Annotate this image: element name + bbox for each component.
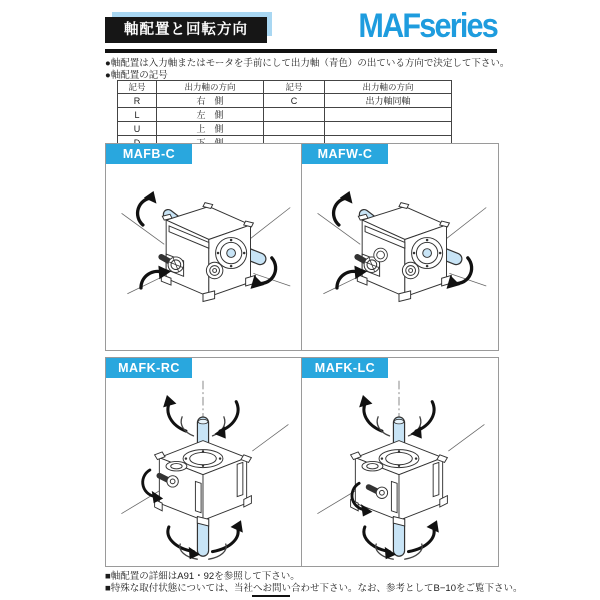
panel-label: MAFB-C: [106, 144, 192, 164]
page-title-block: [105, 12, 280, 46]
cell-direction: 左 側: [157, 108, 264, 122]
panel-label: MAFK-LC: [302, 358, 388, 378]
gearbox-isometric-drawing: [304, 163, 494, 347]
header-rule: [105, 49, 497, 53]
panel-row-bottom: [105, 357, 499, 567]
cell-symbol: [264, 122, 325, 136]
panel-label: MAFW-C: [302, 144, 388, 164]
col-header-direction2: 出力軸の方向: [325, 81, 452, 94]
cell-direction: 上 側: [157, 122, 264, 136]
cell-direction: 右 側: [157, 94, 264, 108]
cell-direction: 出力軸同軸: [325, 94, 452, 108]
col-header-symbol: 記号: [118, 81, 157, 94]
cell-direction: [325, 108, 452, 122]
gearbox-isometric-drawing: [108, 163, 298, 347]
cell-direction: [325, 122, 452, 136]
table-row: [118, 122, 452, 136]
series-logo: MAFseries: [358, 7, 497, 45]
panel-row-top: [105, 143, 499, 351]
gearbox-isometric-drawing: [108, 377, 298, 563]
note-symbols: ●軸配置の記号: [105, 70, 168, 81]
cell-symbol: R: [118, 94, 157, 108]
table-header-row: [118, 81, 452, 94]
table-row: [118, 108, 452, 122]
panel-mafb-c: [106, 144, 301, 350]
cell-symbol: L: [118, 108, 157, 122]
panel-mafk-rc: [106, 358, 301, 566]
motor-flange-detail: [374, 248, 388, 262]
panel-mafw-c: [301, 144, 498, 350]
panel-mafk-lc: [301, 358, 498, 566]
gearbox-isometric-drawing: [304, 377, 494, 563]
panel-label: MAFK-RC: [106, 358, 192, 378]
footer-note-special: ■特殊な取付状態については、当社へお問い合わせ下さい。なお、参考としてB−10をご覧下さい。: [105, 583, 523, 594]
table-row: [118, 94, 452, 108]
cell-symbol: C: [264, 94, 325, 108]
cell-symbol: [264, 108, 325, 122]
footer-note-detail: ■軸配置の詳細はA91・92を参照して下さい。: [105, 571, 300, 582]
page-title: 軸配置と回転方向: [105, 17, 267, 43]
col-header-symbol2: 記号: [264, 81, 325, 94]
footer-underline: [252, 595, 290, 597]
cell-symbol: U: [118, 122, 157, 136]
symbol-table: [117, 80, 452, 150]
col-header-direction: 出力軸の方向: [157, 81, 264, 94]
note-shaft-arrangement: ●軸配置は入力軸またはモータを手前にして出力軸（青色）の出ている方向で決定して下さい。: [105, 58, 510, 69]
